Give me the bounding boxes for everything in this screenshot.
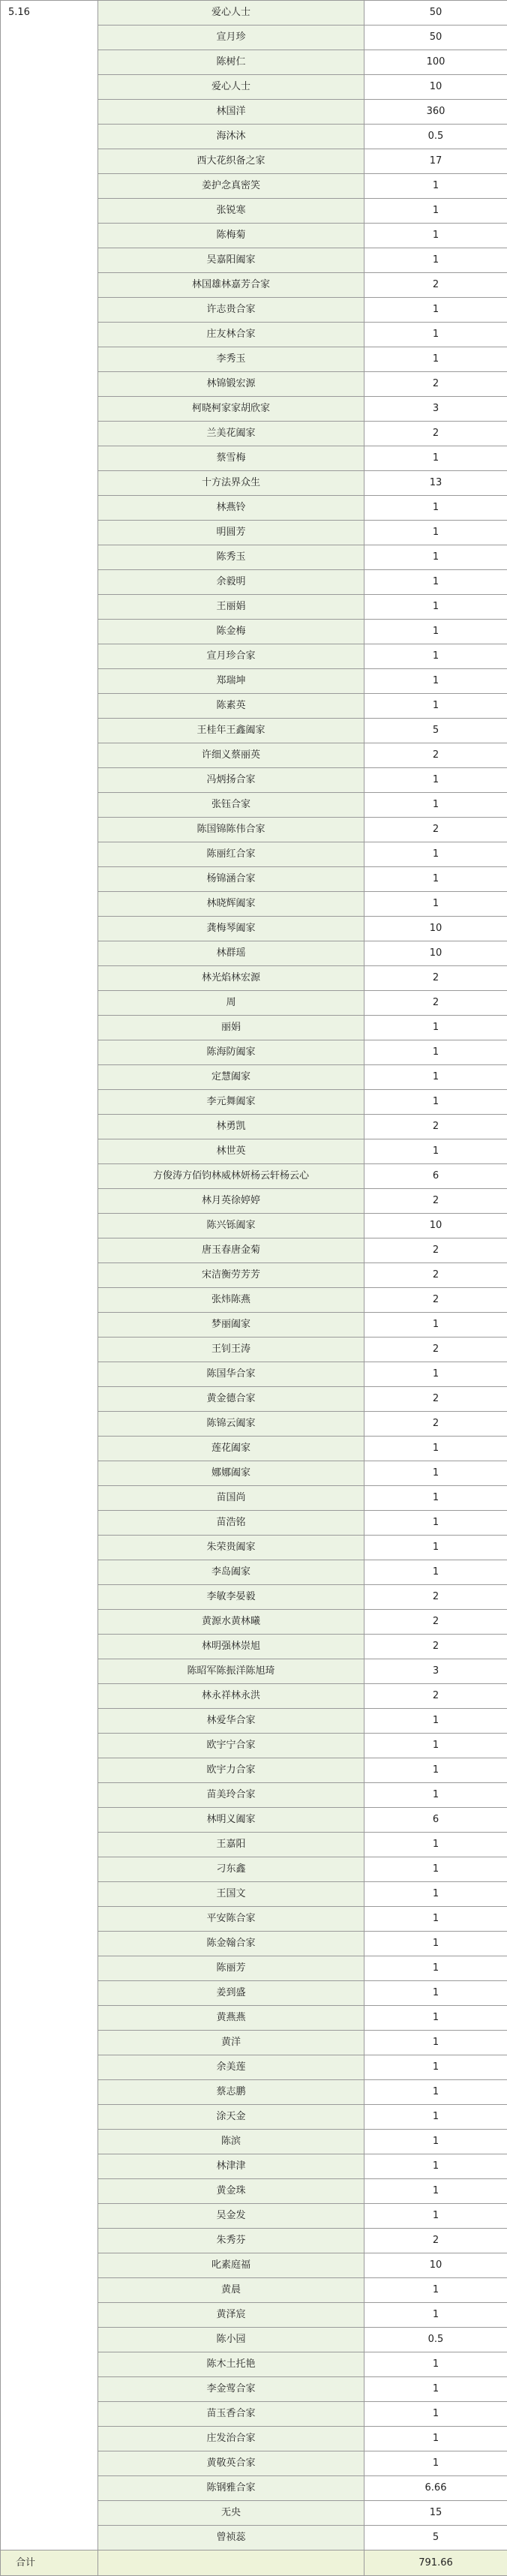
donor-name-cell: 刁东鑫 xyxy=(98,1857,364,1882)
donor-name-cell: 陈兴铄阖家 xyxy=(98,1214,364,1238)
amount-cell: 1 xyxy=(364,298,507,323)
donor-name-cell: 无央 xyxy=(98,2501,364,2526)
amount-cell: 50 xyxy=(364,1,507,26)
amount-cell: 1 xyxy=(364,595,507,620)
donor-name-cell: 林明义阖家 xyxy=(98,1808,364,1833)
amount-cell: 1 xyxy=(364,570,507,595)
donor-name-cell: 余毅明 xyxy=(98,570,364,595)
donor-name-cell: 涂天金 xyxy=(98,2105,364,2130)
total-label: 合计 xyxy=(1,2550,98,2576)
amount-cell: 1 xyxy=(364,1758,507,1783)
table-row xyxy=(1,1,507,26)
amount-cell: 0.5 xyxy=(364,2328,507,2352)
amount-cell: 1 xyxy=(364,2031,507,2055)
donor-name-cell: 李元舞阖家 xyxy=(98,1090,364,1115)
amount-cell: 6 xyxy=(364,1808,507,1833)
amount-cell: 1 xyxy=(364,1362,507,1387)
amount-cell: 100 xyxy=(364,50,507,75)
amount-cell: 1 xyxy=(364,2080,507,2105)
donation-table-body xyxy=(1,1,507,2576)
donor-name-cell: 蔡志鹏 xyxy=(98,2080,364,2105)
amount-cell: 13 xyxy=(364,471,507,496)
donor-name-cell: 林光焰林宏源 xyxy=(98,966,364,991)
donor-name-cell: 林国洋 xyxy=(98,100,364,125)
amount-cell: 10 xyxy=(364,941,507,966)
donor-name-cell: 许细义蔡丽英 xyxy=(98,743,364,768)
amount-cell: 10 xyxy=(364,917,507,941)
donor-name-cell: 余美莲 xyxy=(98,2055,364,2080)
amount-cell: 1 xyxy=(364,2204,507,2229)
donor-name-cell: 黄源水黄林曦 xyxy=(98,1610,364,1635)
amount-cell: 2 xyxy=(364,1115,507,1139)
donor-name-cell: 周 xyxy=(98,991,364,1016)
amount-cell: 2 xyxy=(364,1189,507,1214)
amount-cell: 1 xyxy=(364,1560,507,1585)
amount-cell: 1 xyxy=(364,446,507,471)
donor-name-cell: 定慧阖家 xyxy=(98,1065,364,1090)
amount-cell: 3 xyxy=(364,397,507,422)
amount-cell: 3 xyxy=(364,1659,507,1684)
amount-cell: 2 xyxy=(364,1338,507,1362)
amount-cell: 2 xyxy=(364,1288,507,1313)
donor-name-cell: 黄金珠 xyxy=(98,2179,364,2204)
amount-cell: 2 xyxy=(364,1412,507,1437)
donor-name-cell: 兰美花阖家 xyxy=(98,422,364,446)
donor-name-cell: 王钊王涛 xyxy=(98,1338,364,1362)
donor-name-cell: 陈木土托艳 xyxy=(98,2352,364,2377)
donor-name-cell: 李敏李晏毅 xyxy=(98,1585,364,1610)
donor-name-cell: 陈钢雅合家 xyxy=(98,2476,364,2501)
amount-cell: 1 xyxy=(364,669,507,694)
donor-name-cell: 爱心人士 xyxy=(98,1,364,26)
amount-cell: 1 xyxy=(364,496,507,521)
amount-cell: 1 xyxy=(364,2303,507,2328)
amount-cell: 1 xyxy=(364,224,507,248)
donor-name-cell: 陈秀玉 xyxy=(98,545,364,570)
amount-cell: 0.5 xyxy=(364,125,507,149)
amount-cell: 1 xyxy=(364,694,507,719)
donor-name-cell: 梦丽阖家 xyxy=(98,1313,364,1338)
donor-name-cell: 十方法界众生 xyxy=(98,471,364,496)
date-cell: 5.16 xyxy=(1,1,98,2550)
amount-cell: 1 xyxy=(364,1857,507,1882)
donor-name-cell: 龚梅琴阖家 xyxy=(98,917,364,941)
amount-cell: 10 xyxy=(364,1214,507,1238)
amount-cell: 2 xyxy=(364,1635,507,1659)
donor-name-cell: 林永祥林永洪 xyxy=(98,1684,364,1709)
donor-name-cell: 苗玉香合家 xyxy=(98,2402,364,2427)
donor-name-cell: 郑瑞坤 xyxy=(98,669,364,694)
donor-name-cell: 陈滨 xyxy=(98,2130,364,2154)
amount-cell: 2 xyxy=(364,1387,507,1412)
amount-cell: 1 xyxy=(364,2451,507,2476)
donor-name-cell: 黄晨 xyxy=(98,2278,364,2303)
donor-name-cell: 莲花阖家 xyxy=(98,1437,364,1461)
amount-cell: 1 xyxy=(364,521,507,545)
amount-cell: 1 xyxy=(364,842,507,867)
total-row xyxy=(1,2550,507,2576)
amount-cell: 1 xyxy=(364,1090,507,1115)
amount-cell: 1 xyxy=(364,2154,507,2179)
amount-cell: 5 xyxy=(364,719,507,743)
donor-name-cell: 杨锦涵合家 xyxy=(98,867,364,892)
donor-name-cell: 庄友林合家 xyxy=(98,323,364,347)
donor-name-cell: 黄敬英合家 xyxy=(98,2451,364,2476)
donor-name-cell: 苗浩铭 xyxy=(98,1511,364,1536)
donor-name-cell: 姜护念真密笑 xyxy=(98,174,364,199)
amount-cell: 1 xyxy=(364,1981,507,2006)
donor-name-cell: 柯晓柯家家胡欣家 xyxy=(98,397,364,422)
donor-name-cell: 陈树仁 xyxy=(98,50,364,75)
donor-name-cell: 朱荣贵阖家 xyxy=(98,1536,364,1560)
amount-cell: 1 xyxy=(364,2352,507,2377)
amount-cell: 1 xyxy=(364,1065,507,1090)
amount-cell: 1 xyxy=(364,347,507,372)
donor-name-cell: 曾祯蕊 xyxy=(98,2526,364,2550)
donor-name-cell: 张炜陈燕 xyxy=(98,1288,364,1313)
donor-name-cell: 陈国华合家 xyxy=(98,1362,364,1387)
donor-name-cell: 庄发治合家 xyxy=(98,2427,364,2451)
donor-name-cell: 许志贵合家 xyxy=(98,298,364,323)
amount-cell: 1 xyxy=(364,248,507,273)
amount-cell: 2 xyxy=(364,2229,507,2253)
donor-name-cell: 爱心人士 xyxy=(98,75,364,100)
amount-cell: 1 xyxy=(364,2402,507,2427)
amount-cell: 2 xyxy=(364,422,507,446)
amount-cell: 1 xyxy=(364,1313,507,1338)
amount-cell: 1 xyxy=(364,1833,507,1857)
donor-name-cell: 叱素庭福 xyxy=(98,2253,364,2278)
amount-cell: 10 xyxy=(364,75,507,100)
donor-name-cell: 黄金德合家 xyxy=(98,1387,364,1412)
donor-name-cell: 冯炳扬合家 xyxy=(98,768,364,793)
amount-cell: 1 xyxy=(364,644,507,669)
amount-cell: 1 xyxy=(364,2055,507,2080)
amount-cell: 1 xyxy=(364,1461,507,1486)
amount-cell: 1 xyxy=(364,1932,507,1956)
donor-name-cell: 李秀玉 xyxy=(98,347,364,372)
amount-cell: 2 xyxy=(364,1263,507,1288)
amount-cell: 2 xyxy=(364,1585,507,1610)
donor-name-cell: 张锐寒 xyxy=(98,199,364,224)
donor-name-cell: 陈小园 xyxy=(98,2328,364,2352)
donor-name-cell: 陈金翰合家 xyxy=(98,1932,364,1956)
donor-name-cell: 吴嘉阳阖家 xyxy=(98,248,364,273)
amount-cell: 2 xyxy=(364,966,507,991)
donor-name-cell: 林爱华合家 xyxy=(98,1709,364,1734)
donor-name-cell: 姜到盛 xyxy=(98,1981,364,2006)
donor-name-cell: 张钰合家 xyxy=(98,793,364,818)
amount-cell: 1 xyxy=(364,1437,507,1461)
amount-cell: 1 xyxy=(364,174,507,199)
donor-name-cell: 平安陈合家 xyxy=(98,1907,364,1932)
amount-cell: 1 xyxy=(364,2179,507,2204)
donor-name-cell: 李岛阖家 xyxy=(98,1560,364,1585)
donor-name-cell: 吴金发 xyxy=(98,2204,364,2229)
total-empty-cell xyxy=(98,2550,364,2576)
amount-cell: 15 xyxy=(364,2501,507,2526)
amount-cell: 2 xyxy=(364,991,507,1016)
donor-name-cell: 唐玉春唐金菊 xyxy=(98,1238,364,1263)
amount-cell: 1 xyxy=(364,2377,507,2402)
amount-cell: 1 xyxy=(364,1016,507,1040)
amount-cell: 1 xyxy=(364,1511,507,1536)
donor-name-cell: 李金莺合家 xyxy=(98,2377,364,2402)
donor-name-cell: 宣月珍 xyxy=(98,26,364,50)
amount-cell: 2 xyxy=(364,1684,507,1709)
amount-cell: 2 xyxy=(364,743,507,768)
donor-name-cell: 欧宇宁合家 xyxy=(98,1734,364,1758)
amount-cell: 1 xyxy=(364,1709,507,1734)
total-amount: 791.66 xyxy=(364,2550,507,2576)
amount-cell: 6.66 xyxy=(364,2476,507,2501)
amount-cell: 2 xyxy=(364,372,507,397)
amount-cell: 1 xyxy=(364,620,507,644)
donor-name-cell: 明圆芳 xyxy=(98,521,364,545)
donor-name-cell: 林锦锻宏源 xyxy=(98,372,364,397)
donor-name-cell: 王国文 xyxy=(98,1882,364,1907)
amount-cell: 1 xyxy=(364,199,507,224)
donor-name-cell: 黄泽宸 xyxy=(98,2303,364,2328)
amount-cell: 1 xyxy=(364,892,507,917)
amount-cell: 1 xyxy=(364,867,507,892)
amount-cell: 1 xyxy=(364,323,507,347)
amount-cell: 1 xyxy=(364,2130,507,2154)
donor-name-cell: 欧宇力合家 xyxy=(98,1758,364,1783)
amount-cell: 1 xyxy=(364,1486,507,1511)
amount-cell: 1 xyxy=(364,1956,507,1981)
amount-cell: 1 xyxy=(364,1907,507,1932)
donor-name-cell: 苗美玲合家 xyxy=(98,1783,364,1808)
amount-cell: 1 xyxy=(364,1536,507,1560)
donor-name-cell: 方俊涛方佰钧林威林妍杨云轩杨云心 xyxy=(98,1164,364,1189)
donor-name-cell: 黄燕燕 xyxy=(98,2006,364,2031)
donor-name-cell: 王嘉阳 xyxy=(98,1833,364,1857)
amount-cell: 17 xyxy=(364,149,507,174)
donor-name-cell: 陈丽芳 xyxy=(98,1956,364,1981)
amount-cell: 1 xyxy=(364,1139,507,1164)
amount-cell: 6 xyxy=(364,1164,507,1189)
donor-name-cell: 林国雄林嘉芳合家 xyxy=(98,273,364,298)
donor-name-cell: 陈国锦陈伟合家 xyxy=(98,818,364,842)
donor-name-cell: 林群瑶 xyxy=(98,941,364,966)
donor-name-cell: 陈梅菊 xyxy=(98,224,364,248)
amount-cell: 1 xyxy=(364,2278,507,2303)
donor-name-cell: 黄洋 xyxy=(98,2031,364,2055)
donor-name-cell: 林晓辉阖家 xyxy=(98,892,364,917)
donor-name-cell: 林勇凯 xyxy=(98,1115,364,1139)
amount-cell: 1 xyxy=(364,1882,507,1907)
donor-name-cell: 丽娟 xyxy=(98,1016,364,1040)
amount-cell: 2 xyxy=(364,1610,507,1635)
amount-cell: 360 xyxy=(364,100,507,125)
donor-name-cell: 陈丽红合家 xyxy=(98,842,364,867)
amount-cell: 10 xyxy=(364,2253,507,2278)
donor-name-cell: 陈素英 xyxy=(98,694,364,719)
amount-cell: 2 xyxy=(364,1238,507,1263)
donor-name-cell: 陈金梅 xyxy=(98,620,364,644)
donor-name-cell: 蔡雪梅 xyxy=(98,446,364,471)
amount-cell: 1 xyxy=(364,2006,507,2031)
amount-cell: 5 xyxy=(364,2526,507,2550)
donor-name-cell: 西大花织备之家 xyxy=(98,149,364,174)
donor-name-cell: 林明强林崇旭 xyxy=(98,1635,364,1659)
donor-name-cell: 海沐沐 xyxy=(98,125,364,149)
amount-cell: 1 xyxy=(364,768,507,793)
donor-name-cell: 苗国尚 xyxy=(98,1486,364,1511)
donor-name-cell: 林津津 xyxy=(98,2154,364,2179)
donor-name-cell: 陈锦云阖家 xyxy=(98,1412,364,1437)
donor-name-cell: 陈昭军陈振洋陈旭琦 xyxy=(98,1659,364,1684)
donor-name-cell: 林月英徐婷婷 xyxy=(98,1189,364,1214)
donor-name-cell: 朱秀芬 xyxy=(98,2229,364,2253)
amount-cell: 1 xyxy=(364,1040,507,1065)
amount-cell: 2 xyxy=(364,273,507,298)
amount-cell: 1 xyxy=(364,1783,507,1808)
donor-name-cell: 陈海防阖家 xyxy=(98,1040,364,1065)
amount-cell: 1 xyxy=(364,793,507,818)
amount-cell: 1 xyxy=(364,2427,507,2451)
amount-cell: 2 xyxy=(364,818,507,842)
donor-name-cell: 王丽娟 xyxy=(98,595,364,620)
donor-name-cell: 王桂年王鑫阖家 xyxy=(98,719,364,743)
amount-cell: 1 xyxy=(364,2105,507,2130)
amount-cell: 1 xyxy=(364,545,507,570)
donor-name-cell: 林燕铃 xyxy=(98,496,364,521)
donor-name-cell: 娜娜阖家 xyxy=(98,1461,364,1486)
amount-cell: 1 xyxy=(364,1734,507,1758)
amount-cell: 50 xyxy=(364,26,507,50)
donor-name-cell: 宣月珍合家 xyxy=(98,644,364,669)
donor-name-cell: 林世英 xyxy=(98,1139,364,1164)
donor-name-cell: 宋洁衡劳芳芳 xyxy=(98,1263,364,1288)
